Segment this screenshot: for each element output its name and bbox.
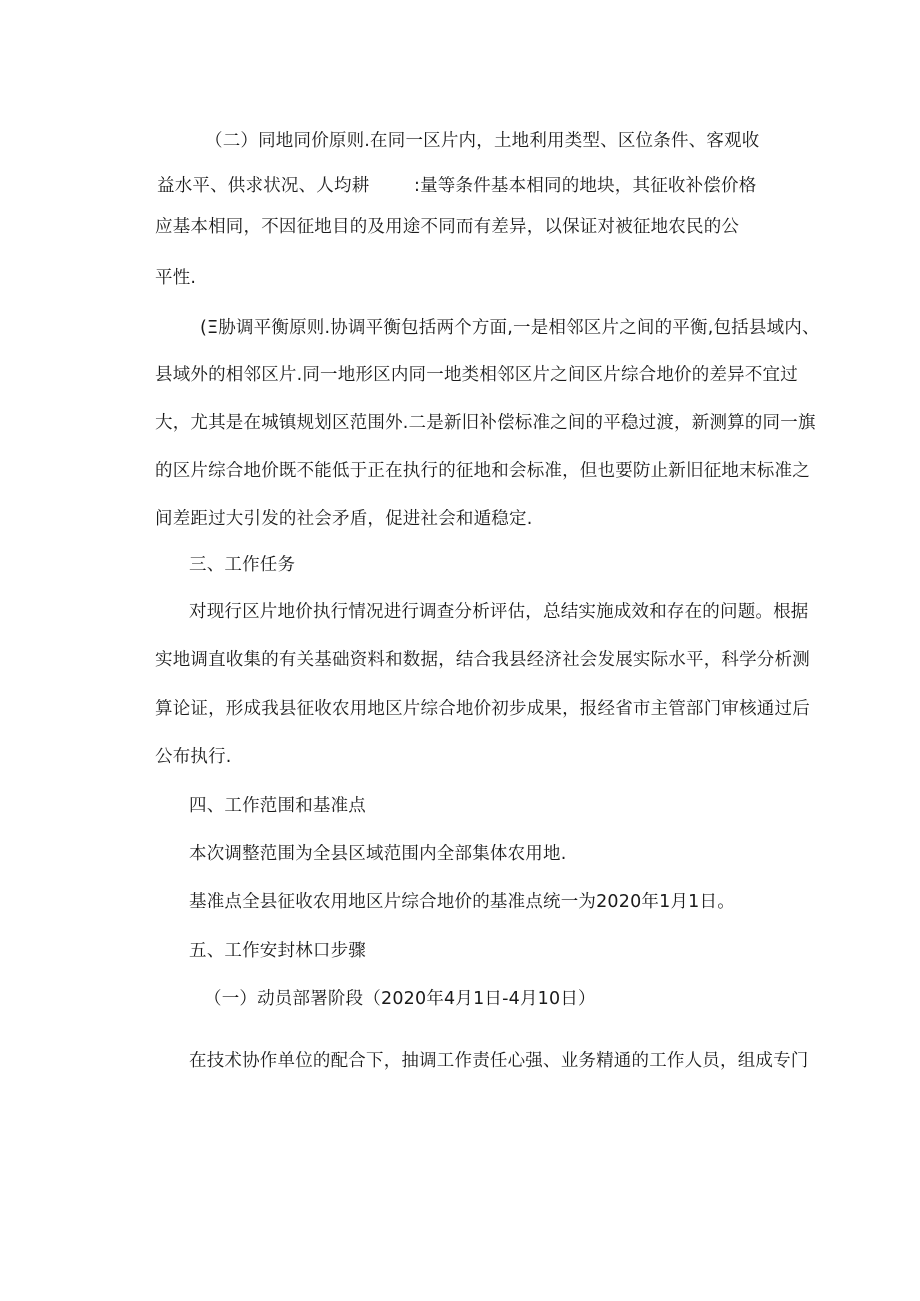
section-heading: 四、工作范围和基准点: [189, 796, 366, 816]
paragraph-line: （二）同地同价原则.在同一区片内，土地利用类型、区位条件、客观收: [205, 131, 760, 151]
paragraph-line: (Ξ胁调平衡原则.协调平衡包括两个方面,一是相邻区片之间的平衡,包括县域内、: [200, 318, 820, 338]
paragraph-line: 本次调整范围为全县区域范围内全部集体农用地.: [189, 844, 567, 864]
paragraph-line: 在技术协作单位的配合下，抽调工作责任心强、业务精通的工作人员，组成专门: [189, 1051, 809, 1071]
paragraph-line: :量等条件基本相同的地块，其征收补偿价格: [414, 176, 757, 196]
paragraph-line: 实地调直收集的有关基础资料和数据，结合我县经济社会发展实际水平，科学分析测: [155, 650, 810, 670]
paragraph-line: 大，尤其是在城镇规划区范围外.二是新旧补偿标准之间的平稳过渡，新测算的同一旗: [155, 413, 816, 433]
paragraph-line: 应基本相同，不因征地目的及用途不同而有差异，以保证对被征地农民的公: [155, 217, 740, 237]
paragraph-line: 算论证，形成我县征收农用地区片综合地价初步成果，报经省市主管部门审核通过后: [155, 699, 810, 719]
paragraph-line: 间差距过大引发的社会矛盾，促进社会和遁稳定.: [155, 509, 533, 529]
paragraph-line: 平性.: [155, 268, 197, 288]
paragraph-line: 基准点全县征收农用地区片综合地价的基准点统一为2020年1月1日。: [189, 892, 735, 912]
section-heading: 三、工作任务: [189, 555, 296, 575]
paragraph-line: 的区片综合地价既不能低于正在执行的征地和会标准，但也要防止新旧征地末标准之: [155, 461, 810, 481]
paragraph-line: 县域外的相邻区片.同一地形区内同一地类相邻区片之间区片综合地价的差异不宜过: [155, 365, 798, 385]
subsection-heading: （一）动员部署阶段（2020年4月1日-4月10日）: [204, 989, 596, 1009]
paragraph-line: 益水平、供求状况、人均耕: [157, 176, 370, 196]
paragraph-line: 公布执行.: [155, 747, 232, 767]
section-heading: 五、工作安封林口步骤: [189, 941, 366, 961]
paragraph-line: 对现行区片地价执行情况进行调查分析评估，总结实施成效和存在的问题。根据: [189, 602, 809, 622]
